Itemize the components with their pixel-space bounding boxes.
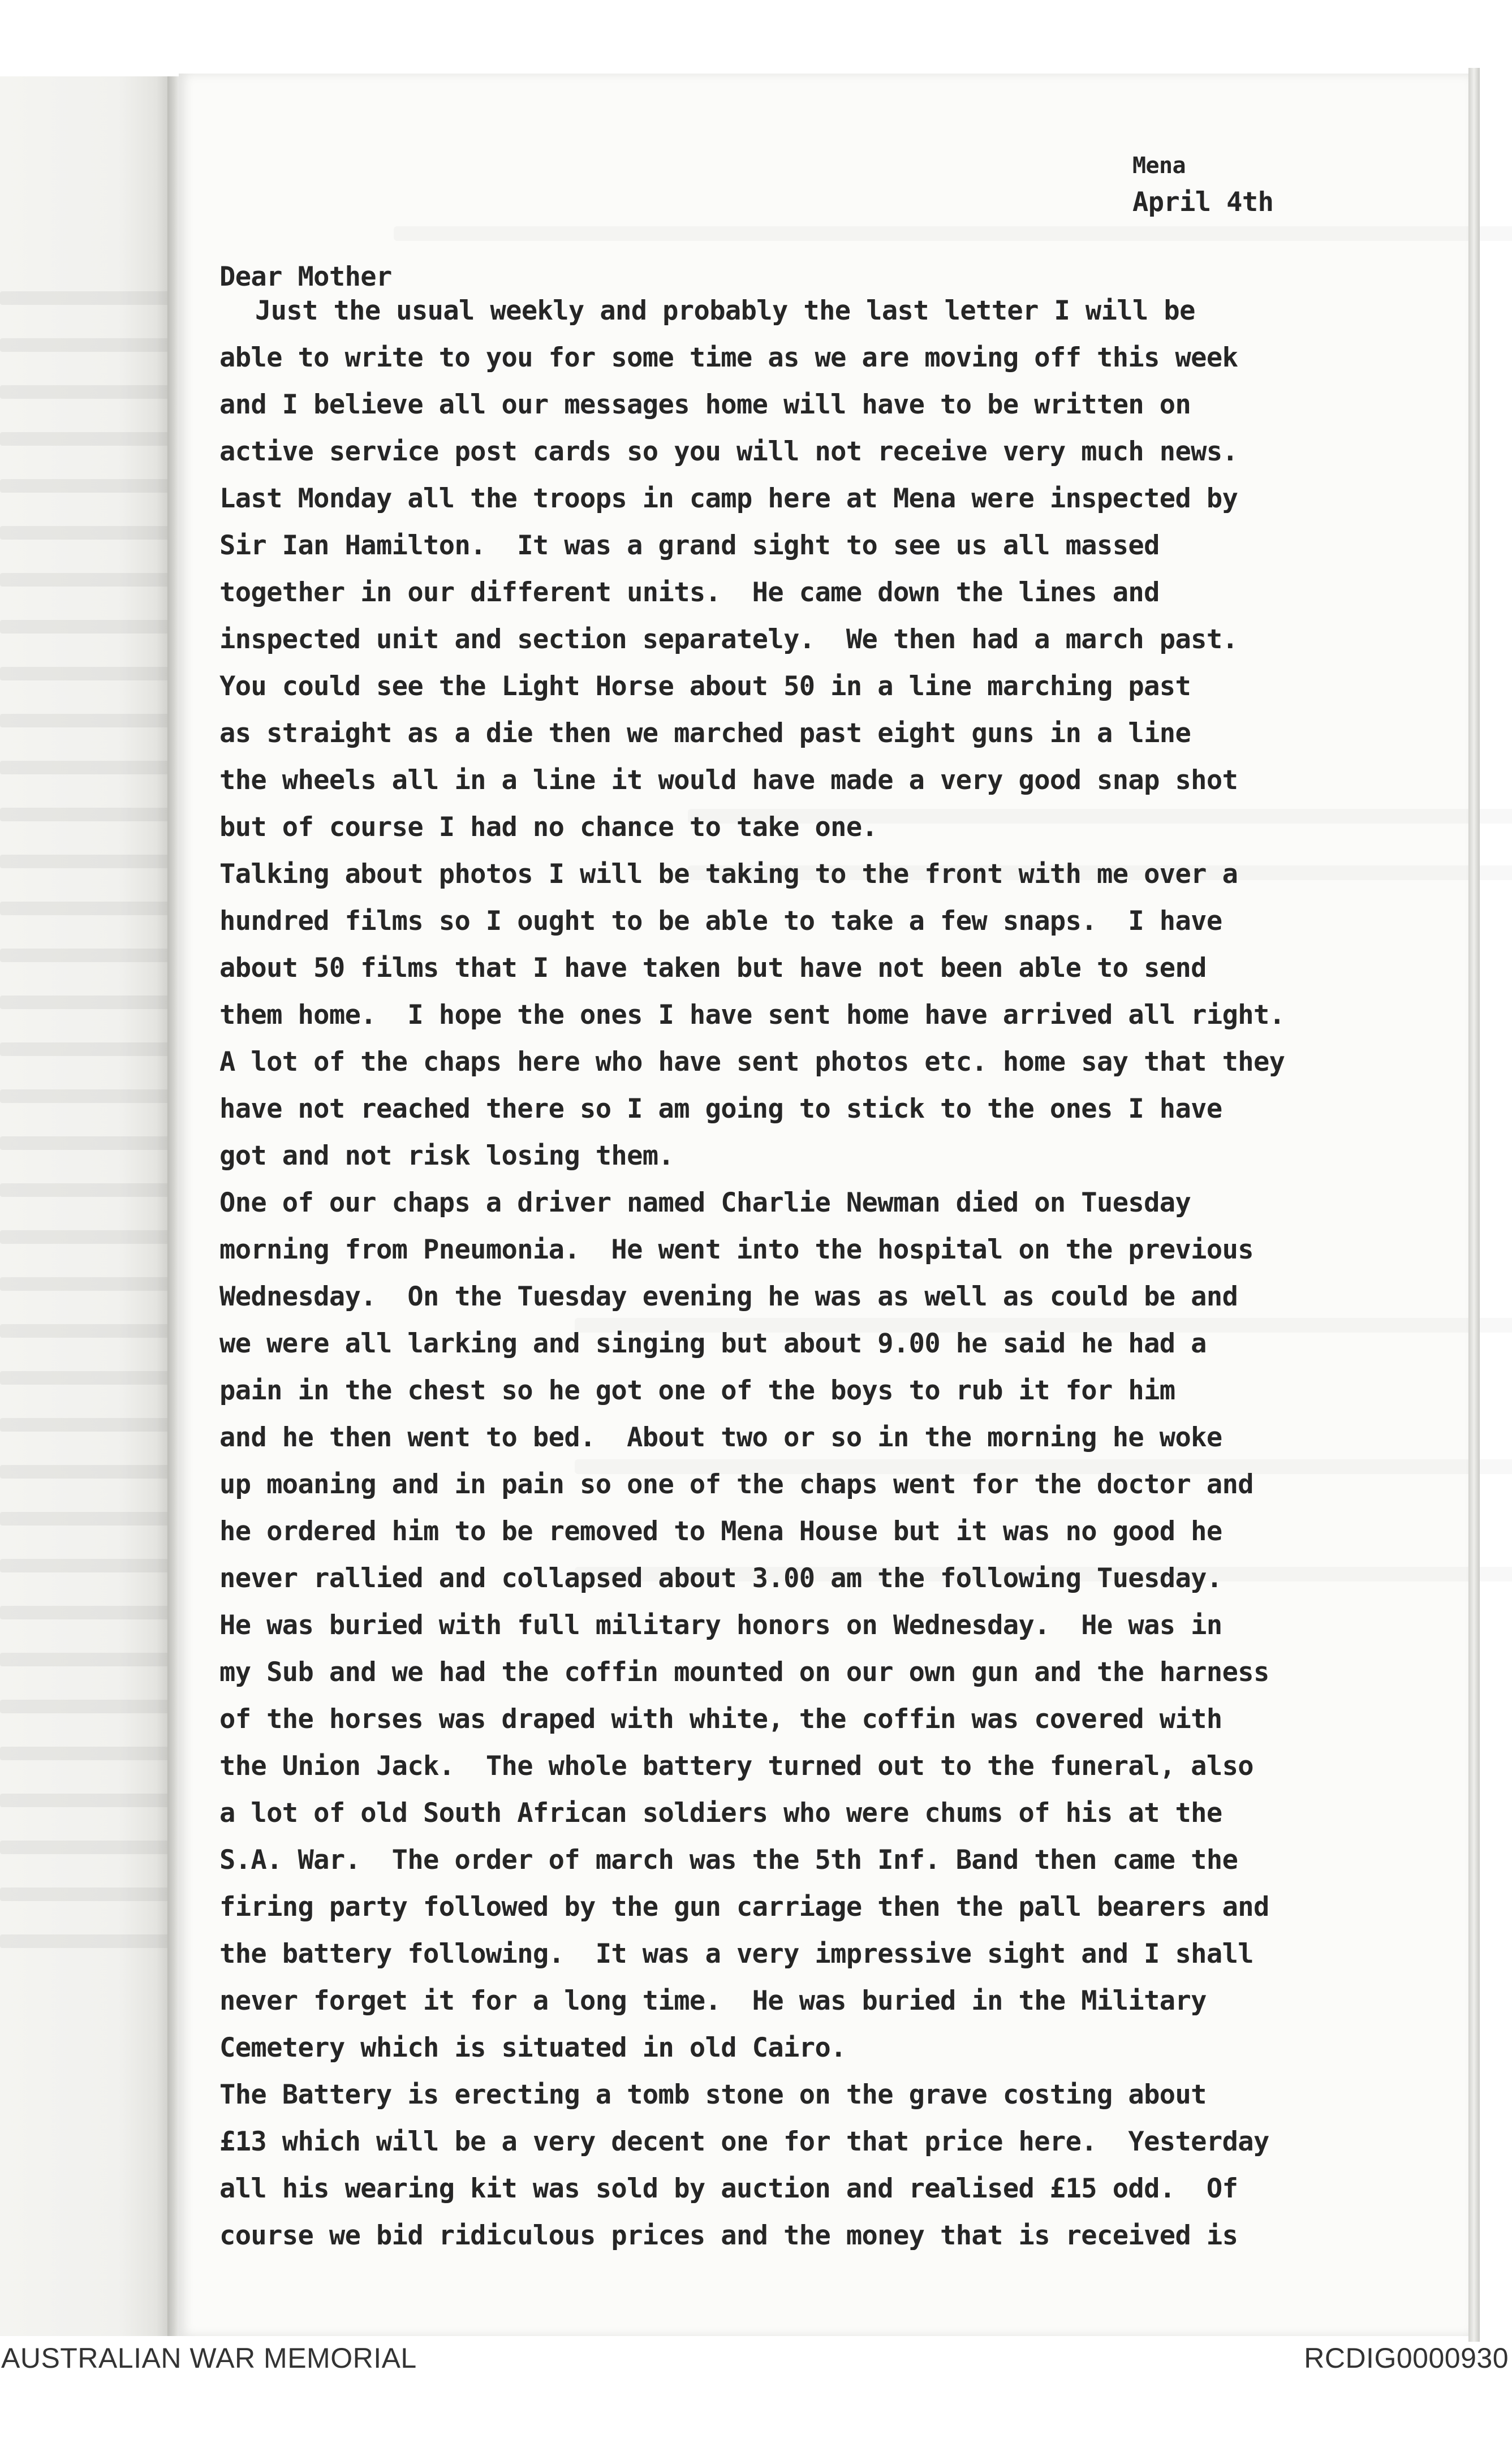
letter-line: firing party followed by the gun carriage then the pall bearers and	[219, 1891, 1269, 1923]
letter-line: my Sub and we had the coffin mounted on our own gun and the harness	[219, 1657, 1269, 1688]
letter-line: all his wearing kit was sold by auction and realised £15 odd. Of	[219, 2173, 1238, 2204]
letter-line: we were all larking and singing but about 9.00 he said he had a	[219, 1328, 1207, 1359]
letter-line: have not reached there so I am going to stick to the ones I have	[219, 1093, 1222, 1124]
letter-line: together in our different units. He came down the lines and	[219, 577, 1160, 608]
letter-line: the battery following. It was a very impressive sight and I shall	[219, 1938, 1253, 1970]
letter-line: he ordered him to be removed to Mena House but it was no good he	[219, 1516, 1222, 1547]
letter-line: S.A. War. The order of march was the 5th Inf. Band then came the	[219, 1845, 1238, 1876]
letter-line: The Battery is erecting a tomb stone on the grave costing about	[219, 2079, 1207, 2110]
letter-line: and he then went to bed. About two or so in the morning he woke	[219, 1422, 1222, 1453]
letter-line: as straight as a die then we marched past eight guns in a line	[219, 718, 1191, 749]
letter-line: never rallied and collapsed about 3.00 am the following Tuesday.	[219, 1563, 1222, 1594]
letter-line: A lot of the chaps here who have sent photos etc. home say that they	[219, 1046, 1285, 1078]
letter-line: £13 which will be a very decent one for that price here. Yesterday	[219, 2126, 1269, 2157]
right-page-edge	[1468, 68, 1480, 2347]
left-page-edge	[0, 76, 170, 2336]
left-page-ghost-text	[0, 291, 170, 1988]
letter-line: about 50 films that I have taken but have not been able to send	[219, 953, 1207, 984]
letter-line: active service post cards so you will not receive very much news.	[219, 436, 1238, 467]
letter-line: pain in the chest so he got one of the boys to rub it for him	[219, 1375, 1175, 1406]
letter-salutation: Dear Mother	[219, 261, 392, 292]
letter-line: inspected unit and section separately. We then had a march past.	[219, 624, 1238, 655]
letter-line: the Union Jack. The whole battery turned out to the funeral, also	[219, 1751, 1253, 1782]
letter-line: a lot of old South African soldiers who were chums of his at the	[219, 1798, 1222, 1829]
letter-line: morning from Pneumonia. He went into the hospital on the previous	[219, 1234, 1253, 1265]
letter-line: Last Monday all the troops in camp here at Mena were inspected by	[219, 483, 1238, 514]
letter-line: of the horses was draped with white, the coffin was covered with	[219, 1704, 1222, 1735]
letter-line: Sir Ian Hamilton. It was a grand sight to see us all massed	[219, 530, 1160, 561]
letter-line: You could see the Light Horse about 50 in a line marching past	[219, 671, 1191, 702]
institution-credit: AUSTRALIAN WAR MEMORIAL	[1, 2342, 417, 2374]
letter-line: and I believe all our messages home will have to be written on	[219, 389, 1191, 420]
letter-line: Wednesday. On the Tuesday evening he was as well as could be and	[219, 1281, 1238, 1312]
letter-line: He was buried with full military honors on Wednesday. He was in	[219, 1610, 1222, 1641]
letter-line: them home. I hope the ones I have sent home have arrived all right.	[219, 999, 1285, 1031]
letter-line: the wheels all in a line it would have made a very good snap shot	[219, 765, 1238, 796]
letter-line: hundred films so I ought to be able to take a few snaps. I have	[219, 906, 1222, 937]
letter-line: up moaning and in pain so one of the chaps went for the doctor and	[219, 1469, 1253, 1500]
letter-text	[179, 74, 1468, 2251]
letter-line: but of course I had no chance to take one.	[219, 812, 878, 843]
letter-line: One of our chaps a driver named Charlie Newman died on Tuesday	[219, 1187, 1191, 1218]
reference-number: RCDIG0000930	[1304, 2342, 1509, 2374]
letter-date: April 4th	[1132, 187, 1274, 218]
letter-place: Mena	[1132, 153, 1186, 179]
letter-line: Just the usual weekly and probably the last letter I will be	[255, 295, 1195, 326]
letter-line: got and not risk losing them.	[219, 1140, 674, 1171]
letter-line: Cemetery which is situated in old Cairo.	[219, 2032, 846, 2063]
letter-line: course we bid ridiculous prices and the money that is received is	[219, 2220, 1238, 2251]
book-gutter	[167, 76, 180, 2336]
letter-line: never forget it for a long time. He was buried in the Military	[219, 1985, 1207, 2016]
letter-page	[179, 74, 1468, 2336]
letter-line: Talking about photos I will be taking to the front with me over a	[219, 859, 1238, 890]
letter-line: able to write to you for some time as we are moving off this week	[219, 342, 1238, 373]
image-footer	[0, 2342, 1512, 2452]
